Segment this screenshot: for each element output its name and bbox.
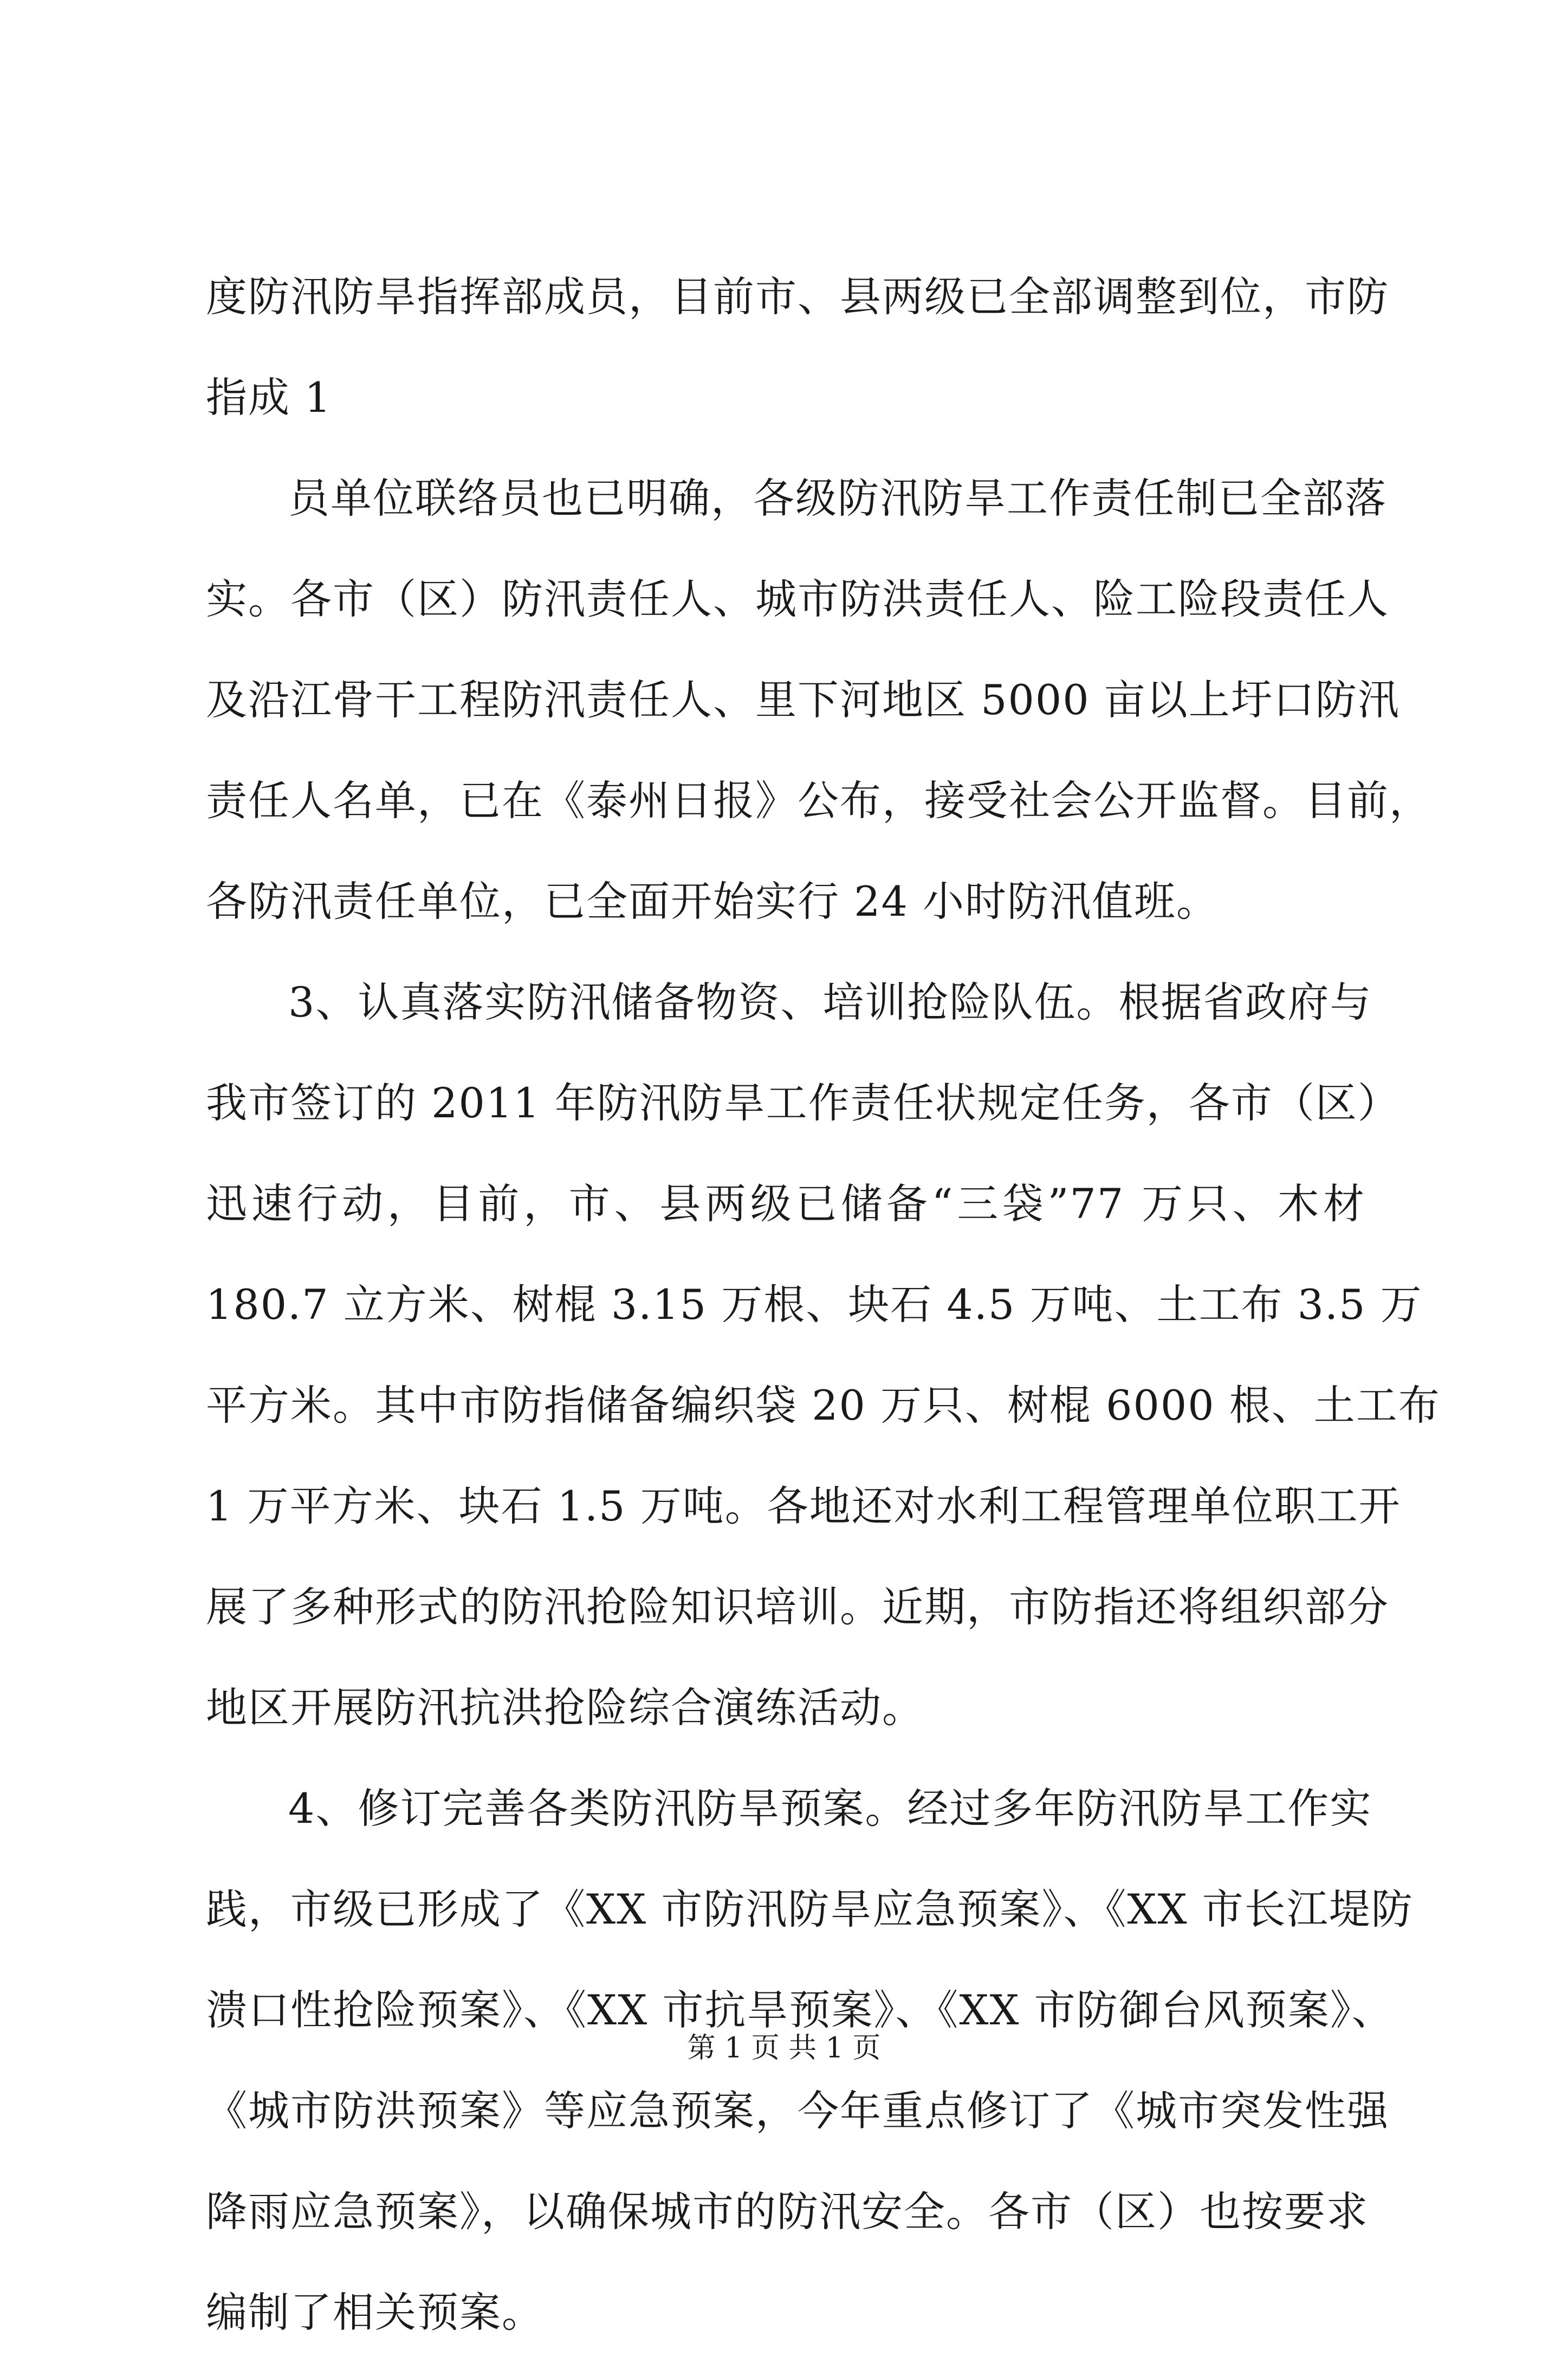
text-line: 责任人名单，已在《泰州日报》公布，接受社会公开监督。目前， (206, 776, 1431, 825)
text-line: 各防汛责任单位，已全面开始实行 24 小时防汛值班。 (206, 877, 1219, 925)
text-line: 4、修订完善各类防汛防旱预案。经过多年防汛防旱工作实 (288, 1784, 1372, 1833)
page-footer: 第 1 页 共 1 页 (687, 2032, 881, 2064)
text-line: 指成 1 (206, 373, 332, 422)
text-line: 编制了相关预案。 (206, 2288, 544, 2336)
text-line: 溃口性抢险预案》、《XX 市抗旱预案》、《XX 市防御台风预案》、 (206, 1986, 1394, 2034)
text-line: 展了多种形式的防汛抢险知识培训。近期，市防指还将组织部分 (206, 1583, 1389, 1631)
text-line: 平方米。其中市防指储备编织袋 20 万只、树棍 6000 根、土工布 (206, 1381, 1441, 1429)
text-line: 迅速行动，目前，市、县两级已储备“三袋”77 万只、木材 (206, 1180, 1365, 1228)
text-line: 及沿江骨干工程防汛责任人、里下河地区 5000 亩以上圩口防汛 (206, 676, 1400, 724)
text-line: 实。各市（区）防汛责任人、城市防洪责任人、险工险段责任人 (206, 575, 1389, 623)
text-line: 员单位联络员也已明确，各级防汛防旱工作责任制已全部落 (288, 474, 1387, 522)
text-line: 180.7 立方米、树棍 3.15 万根、块石 4.5 万吨、土工布 3.5 万 (206, 1280, 1423, 1329)
text-line: 践，市级已形成了《XX 市防汛防旱应急预案》、《XX 市长江堤防 (206, 1885, 1414, 1933)
text-line: 1 万平方米、块石 1.5 万吨。各地还对水利工程管理单位职工开 (206, 1482, 1401, 1530)
text-line: 度防汛防旱指挥部成员，目前市、县两级已全部调整到位，市防 (206, 273, 1389, 321)
text-line: 降雨应急预案》，以确保城市的防汛安全。各市（区）也按要求 (206, 2187, 1369, 2236)
text-line: 地区开展防汛抗洪抢险综合演练活动。 (206, 1684, 924, 1732)
text-line: 3、认真落实防汛储备物资、培训抢险队伍。根据省政府与 (288, 978, 1372, 1026)
text-line: 我市签订的 2011 年防汛防旱工作责任状规定任务，各市（区） (206, 1079, 1400, 1127)
text-line: 《城市防洪预案》等应急预案，今年重点修订了《城市突发性强 (206, 2087, 1389, 2135)
